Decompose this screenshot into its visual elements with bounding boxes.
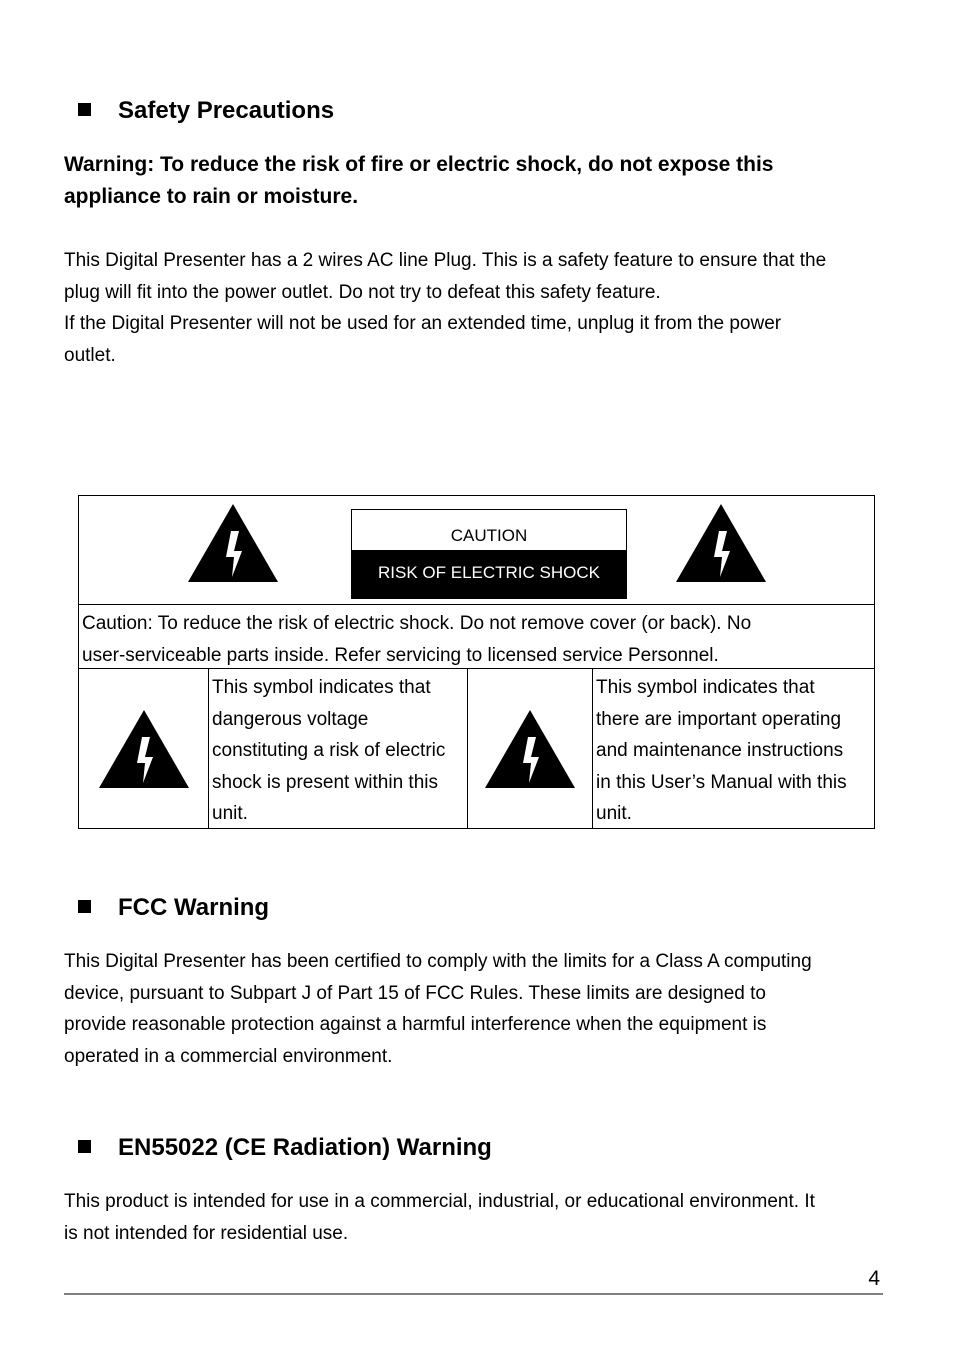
page-number: 4: [868, 1267, 880, 1290]
caution-label: CAUTION: [450, 526, 528, 545]
fcc-heading: FCC Warning: [78, 894, 269, 922]
lightning-warning-icon: [484, 709, 576, 789]
risk-of-shock-label: RISK OF ELECTRIC SHOCK: [352, 550, 626, 599]
cell-divider: [208, 669, 209, 828]
square-bullet-icon: [78, 1140, 91, 1153]
symbol1-description: This symbol indicates that dangerous voltage constituting a risk of electric shock is present within this unit.: [212, 677, 446, 824]
symbol-explanation-row: [79, 669, 874, 828]
square-bullet-icon: [78, 900, 91, 913]
caution-label-box: [351, 509, 627, 599]
lightning-warning-icon: [187, 503, 279, 583]
footer-rule: [64, 1293, 883, 1295]
lightning-warning-icon: [675, 503, 767, 583]
square-bullet-icon: [78, 103, 91, 116]
safety-paragraph: This Digital Presenter has a 2 wires AC line Plug. This is a safety feature to ensure that the plug will fit into the power outlet. Do not try to defeat this safety feature. If the Digital Presenter will not be used for an extended time, unplug it from the power outlet.: [64, 250, 827, 366]
caution-notice: Caution: To reduce the risk of electric shock. Do not remove cover (or back). No user-serviceable parts inside. Refer servicing to licensed service Personnel.: [82, 613, 752, 666]
caution-table: [78, 495, 875, 829]
en55022-heading: EN55022 (CE Radiation) Warning: [78, 1134, 492, 1162]
symbol2-description: This symbol indicates that there are important operating and maintenance instructions in this User’s Manual with this unit.: [596, 677, 847, 824]
caution-notice-row: [79, 604, 874, 669]
cell-divider: [592, 669, 593, 828]
en55022-paragraph: This product is intended for use in a commercial, industrial, or educational environment. It is not intended for residential use.: [64, 1191, 815, 1244]
cell-divider: [467, 669, 468, 828]
safety-warning: Warning: To reduce the risk of fire or electric shock, do not expose this appliance to rain or moisture.: [64, 153, 774, 208]
caution-header-row: [79, 496, 874, 605]
safety-heading: Safety Precautions: [78, 97, 334, 125]
fcc-paragraph: This Digital Presenter has been certified to comply with the limits for a Class A computing device, pursuant to Subpart J of Part 15 of FCC Rules. These limits are designed to provide reasonable protection against a harmful interference when the equipment is operated in a commercial environment.: [64, 951, 812, 1067]
lightning-warning-icon: [98, 709, 190, 789]
